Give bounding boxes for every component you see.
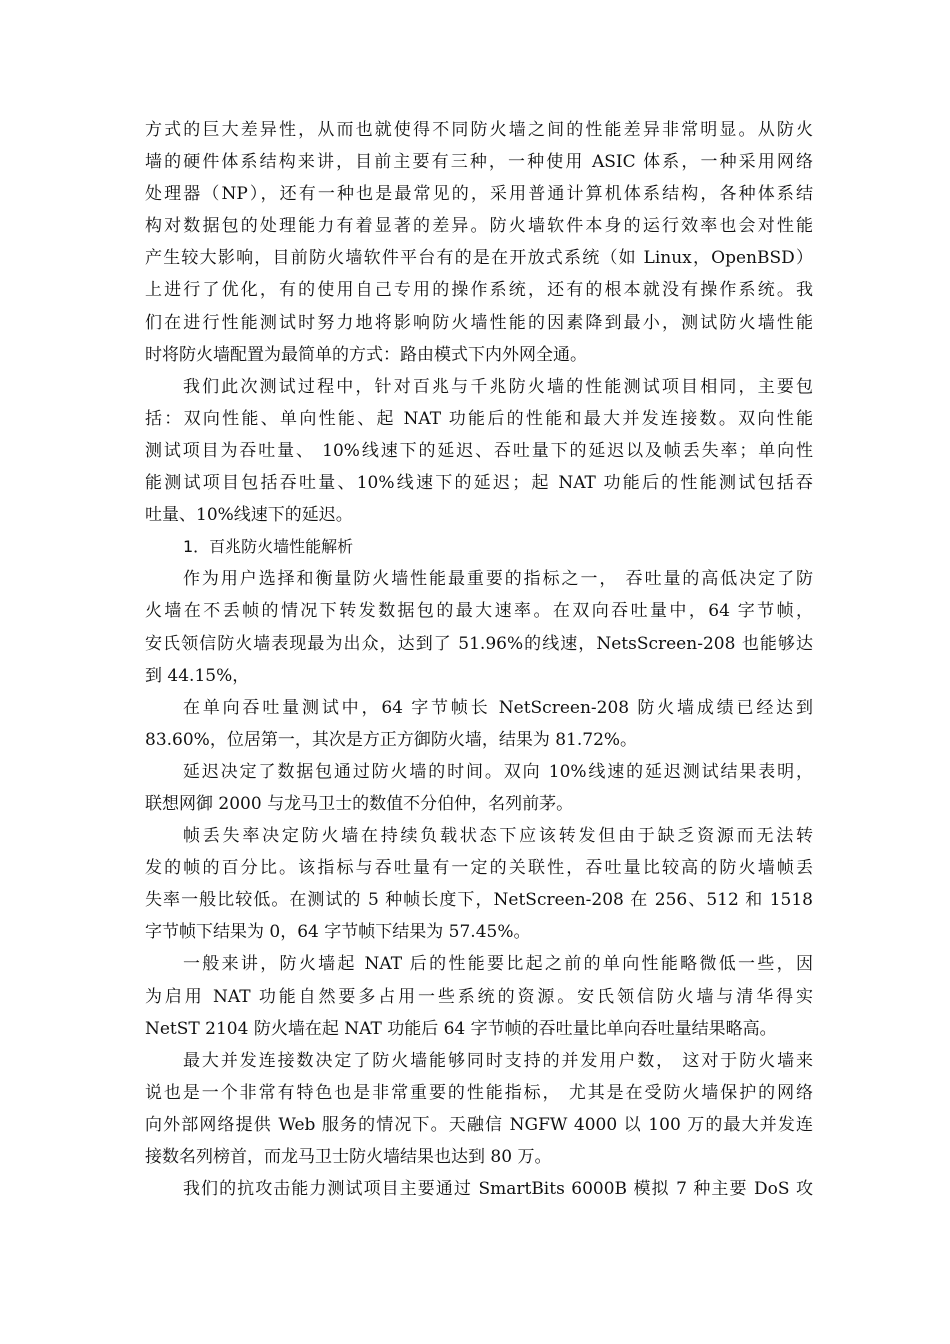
text-line: 最大并发连接数决定了防火墙能够同时支持的并发用户数， 这对于防火墙来 <box>183 1050 813 1071</box>
paragraph <box>145 1173 813 1205</box>
paragraph <box>145 1045 813 1173</box>
heading-text: 1．百兆防火墙性能解析 <box>183 537 354 557</box>
text-line: 安氏领信防火墙表现最为出众，达到了 51.96%的线速，NetsScreen-208 也能够达 <box>145 633 813 654</box>
text-line: 墙的硬件体系结构来讲，目前主要有三种，一种使用 ASIC 体系，一种采用网络 <box>145 152 813 173</box>
text-line: 时将防火墙配置为最简单的方式：路由模式下内外网全通。 <box>145 344 587 365</box>
text-line: 火墙在不丢帧的情况下转发数据包的最大速率。在双向吞吐量中，64 字节帧， <box>145 601 813 622</box>
paragraph <box>145 371 813 531</box>
text-line: 83.60%，位居第一，其次是方正方御防火墙，结果为 81.72%。 <box>145 729 638 750</box>
text-line: 说也是一个非常有特色也是非常重要的性能指标， 尤其是在受防火墙保护的网络 <box>145 1082 813 1103</box>
text-line: 联想网御 2000 与龙马卫士的数值不分伯仲，名列前茅。 <box>145 793 574 814</box>
text-line: 作为用户选择和衡量防火墙性能最重要的指标之一， 吞吐量的高低决定了防 <box>183 569 813 590</box>
text-line: 失率一般比较低。在测试的 5 种帧长度下，NetScreen-208 在 256、512 和 1518 <box>145 890 813 911</box>
text-line: 我们此次测试过程中，针对百兆与千兆防火墙的性能测试项目相同，主要包 <box>183 376 813 397</box>
paragraph <box>145 563 813 691</box>
text-line: 字节帧下结果为 0，64 字节帧下结果为 57.45%。 <box>145 922 531 943</box>
text-line: 能测试项目包括吞吐量、10%线速下的延迟；起 NAT 功能后的性能测试包括吞 <box>145 473 813 494</box>
text-line: 向外部网络提供 Web 服务的情况下。天融信 NGFW 4000 以 100 万的最大并发连 <box>145 1114 813 1135</box>
text-line: 吐量、10%线速下的延迟。 <box>145 505 353 526</box>
paragraph <box>145 820 813 948</box>
text-line: 延迟决定了数据包通过防火墙的时间。双向 10%线速的延迟测试结果表明， <box>183 761 813 782</box>
text-line: 到 44.15%， <box>145 665 250 686</box>
paragraph <box>145 692 813 756</box>
document-body <box>145 114 813 1205</box>
text-line: 在单向吞吐量测试中，64 字节帧长 NetScreen-208 防火墙成绩已经达到 <box>183 697 813 718</box>
text-line: 上进行了优化，有的使用自己专用的操作系统，还有的根本就没有操作系统。我 <box>145 280 813 301</box>
text-line: 方式的巨大差异性，从而也就使得不同防火墙之间的性能差异非常明显。从防火 <box>145 120 813 140</box>
text-line: 括：双向性能、单向性能、起 NAT 功能后的性能和最大并发连接数。双向性能 <box>145 408 813 429</box>
text-line: 接数名列榜首，而龙马卫士防火墙结果也达到 80 万。 <box>145 1147 552 1167</box>
text-line: NetST 2104 防火墙在起 NAT 功能后 64 字节帧的吞吐量比单向吞吐量结果略高。 <box>145 1018 777 1039</box>
paragraph <box>145 948 813 1044</box>
text-line: 为启用 NAT 功能自然要多占用一些系统的资源。安氏领信防火墙与清华得实 <box>145 986 813 1007</box>
text-line: 帧丢失率决定防火墙在持续负载状态下应该转发但由于缺乏资源而无法转 <box>183 826 813 847</box>
text-line: 构对数据包的处理能力有着显著的差异。防火墙软件本身的运行效率也会对性能 <box>145 216 813 237</box>
paragraph <box>145 114 813 371</box>
text-line: 处理器（NP），还有一种也是最常见的，采用普通计算机体系结构，各种体系结 <box>145 184 813 205</box>
text-line: 测试项目为吞吐量、 10%线速下的延迟、吞吐量下的延迟以及帧丢失率；单向性 <box>145 440 813 461</box>
text-line: 我们的抗攻击能力测试项目主要通过 SmartBits 6000B 模拟 7 种主要 DoS 攻 <box>183 1179 813 1200</box>
text-line: 发的帧的百分比。该指标与吞吐量有一定的关联性，吞吐量比较高的防火墙帧丢 <box>145 858 813 879</box>
paragraph <box>145 756 813 820</box>
section-heading <box>145 531 813 563</box>
text-line: 们在进行性能测试时努力地将影响防火墙性能的因素降到最小，测试防火墙性能 <box>145 312 813 333</box>
text-line: 产生较大影响，目前防火墙软件平台有的是在开放式系统（如 Linux，OpenBSD） <box>145 248 813 269</box>
text-line: 一般来讲，防火墙起 NAT 后的性能要比起之前的单向性能略微低一些，因 <box>183 954 813 975</box>
